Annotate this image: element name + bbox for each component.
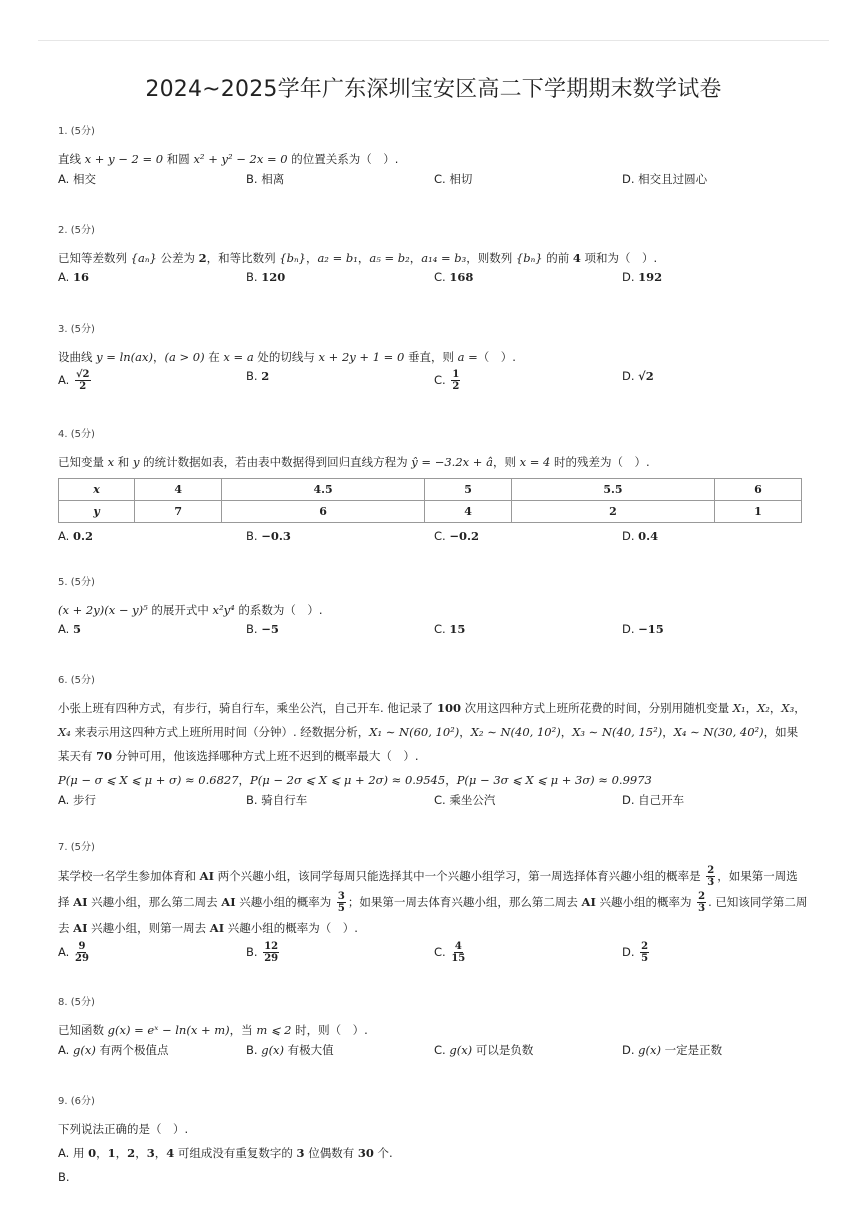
math-number: AI <box>199 869 214 883</box>
text-span: C. <box>434 622 450 636</box>
math-number: −0.3 <box>261 529 291 543</box>
text-span: 直线 <box>58 152 85 166</box>
option-d <box>622 369 654 383</box>
options-row <box>58 792 809 814</box>
math-expression: x = 4 <box>519 455 551 469</box>
math-number: AI <box>221 895 236 909</box>
text-span: D. <box>622 1043 639 1057</box>
option-c <box>434 529 479 543</box>
math-expression: {bₙ} <box>279 251 306 265</box>
option-a <box>58 941 91 964</box>
math-expression: x <box>107 455 115 469</box>
math-expression: X₄ ∼ N(30, 40²) <box>673 725 764 739</box>
text-span: 可以是负数 <box>472 1043 534 1057</box>
option-d <box>622 1042 722 1058</box>
text-span: 垂直，则 <box>404 350 458 364</box>
math-number: 192 <box>638 270 663 284</box>
question-7 <box>58 838 809 969</box>
question-stem <box>58 246 809 270</box>
question-header: 4. (5分) <box>58 429 95 440</box>
text-span: ；如果第一周去体育兴趣小组，那么第二周去 <box>347 895 582 909</box>
text-span: 的位置关系为（ ）. <box>287 152 399 166</box>
option-d <box>622 270 662 284</box>
option-b <box>246 529 291 543</box>
numerator: √2 <box>75 369 90 380</box>
option-a <box>58 792 96 808</box>
math-number: 4 <box>166 1146 175 1160</box>
question-9 <box>58 1092 809 1189</box>
option-d <box>622 941 651 964</box>
text-span: 小张上班有四种方式，有步行，骑自行车，乘坐公汽，自己开车. 他记录了 <box>58 701 437 715</box>
text-span: 下列说法正确的是（ ）. <box>58 1122 189 1136</box>
table-cell: 4 <box>424 501 511 523</box>
math-expression: g(x) <box>72 1043 96 1057</box>
table-cell: 4 <box>135 479 222 501</box>
option-d <box>622 529 658 543</box>
question-header: 1. (5分) <box>58 126 95 137</box>
text-span: ， <box>96 1146 108 1160</box>
text-span: B. <box>246 270 262 284</box>
math-number: 120 <box>261 270 286 284</box>
text-span: 两个兴趣小组，该同学每周只能选择其中一个兴趣小组学习，第一周选择体育兴趣小组的概率是 <box>213 869 705 883</box>
math-expression: g(x) <box>638 1043 661 1057</box>
option-b <box>246 270 285 284</box>
numerator: 3 <box>337 891 345 902</box>
math-expression: g(x) <box>261 1043 285 1057</box>
table-row <box>59 501 802 523</box>
options-row <box>58 369 809 391</box>
text-span: . 已知该同学第二周去 <box>58 895 808 935</box>
math-number: 2 <box>261 369 270 383</box>
fraction <box>697 891 706 914</box>
math-expression: X₁ ∼ N(60, 10²) <box>369 725 460 739</box>
statistics-table <box>58 478 802 523</box>
question-stem <box>58 450 809 474</box>
denominator: 3 <box>707 877 715 888</box>
text-span: A. 步行 <box>58 793 96 807</box>
table-cell: 4.5 <box>222 479 425 501</box>
math-expression: x + 2y + 1 = 0 <box>318 350 405 364</box>
text-span: ，和等比数列 <box>206 251 280 265</box>
text-span: C. <box>434 1043 450 1057</box>
table-row-header: y <box>59 501 135 523</box>
header-divider <box>38 40 829 41</box>
question-8 <box>58 993 809 1064</box>
question-header: 6. (5分) <box>58 675 95 686</box>
text-span: 兴趣小组的概率为（ ）. <box>224 921 358 935</box>
text-span: D. <box>622 369 639 383</box>
option-a <box>58 529 93 543</box>
option-b <box>246 1042 334 1058</box>
option-b <box>246 171 284 187</box>
math-expression: {bₙ} <box>515 251 543 265</box>
math-number: 5 <box>72 622 81 636</box>
options-row <box>58 171 809 193</box>
fraction <box>451 369 460 392</box>
math-number: 2 <box>127 1146 136 1160</box>
text-span: 位偶数有 <box>304 1146 358 1160</box>
math-number: −5 <box>261 622 279 636</box>
text-span: 分钟可用，他该选择哪种方式上班不迟到的概率最大（ ）. <box>112 749 419 763</box>
text-span: ，当 <box>229 1023 257 1037</box>
math-number: 100 <box>436 701 461 715</box>
denominator: 5 <box>337 903 345 914</box>
text-span: D. <box>622 622 639 636</box>
math-number: 2 <box>198 251 207 265</box>
text-span: 公差为 <box>156 251 199 265</box>
text-span: B. 相离 <box>246 172 285 186</box>
denominator: 2 <box>452 381 460 392</box>
question-stem <box>58 696 809 792</box>
math-expression: X₄ <box>58 725 71 739</box>
text-span: D. <box>622 945 639 959</box>
text-span: 的统计数据如表，若由表中数据得到回归直线方程为 <box>139 455 412 469</box>
text-span: 已知等差数列 <box>58 251 131 265</box>
math-expression: X₂ ∼ N(40, 10²) <box>470 725 561 739</box>
option-a <box>58 1042 168 1058</box>
numerator: 2 <box>698 891 706 902</box>
math-expression: X₃ <box>781 701 795 715</box>
table-cell: 1 <box>714 501 801 523</box>
text-span: 兴趣小组的概率为 <box>595 895 696 909</box>
math-expression: P(μ − 2σ ⩽ X ⩽ μ + 2σ) ≈ 0.9545 <box>250 773 446 787</box>
math-number: AI <box>581 895 596 909</box>
text-span: ， <box>135 1146 147 1160</box>
question-stem <box>58 1018 809 1042</box>
denominator: 5 <box>641 953 649 964</box>
math-expression: a₂ = b₁ <box>317 251 358 265</box>
math-expression: X₂ <box>757 701 770 715</box>
text-span: 时的残差为（ ）. <box>550 455 650 469</box>
option-c <box>434 941 467 964</box>
math-number: 0.4 <box>638 529 659 543</box>
text-span: 可组成没有重复数字的 <box>174 1146 297 1160</box>
table-row <box>59 479 802 501</box>
math-expression: y = ln(ax) <box>96 350 153 364</box>
text-span: 在 <box>204 350 224 364</box>
text-span: 设曲线 <box>58 350 97 364</box>
option-d <box>622 622 664 636</box>
text-span: 有两个极值点 <box>95 1043 169 1057</box>
fraction <box>263 941 279 964</box>
question-stem <box>58 147 809 171</box>
math-expression: a₁₄ = b₃ <box>421 251 467 265</box>
text-span: ， <box>445 773 457 787</box>
text-span: 已知函数 <box>58 1023 108 1037</box>
text-span: ， <box>662 725 674 739</box>
text-span: 某学校一名学生参加体育和 <box>58 869 200 883</box>
math-number: 168 <box>449 270 474 284</box>
fraction <box>75 369 91 392</box>
text-span: 和圆 <box>163 152 194 166</box>
text-span: 一定是正数 <box>661 1043 723 1057</box>
numerator: 2 <box>707 865 715 876</box>
text-span: 有极大值 <box>284 1043 334 1057</box>
question-stem <box>58 863 809 941</box>
text-span: D. <box>622 529 639 543</box>
question-5 <box>58 573 809 644</box>
math-expression: g(x) <box>449 1043 473 1057</box>
text-span: ，如果第一周选择 <box>58 869 798 909</box>
math-expression: P(μ − 3σ ⩽ X ⩽ μ + 3σ) ≈ 0.9973 <box>456 773 652 787</box>
math-expression: x² + y² − 2x = 0 <box>193 152 288 166</box>
text-span: B. <box>58 1170 70 1184</box>
math-expression: P(μ − σ ⩽ X ⩽ μ + σ) ≈ 0.6827 <box>58 773 239 787</box>
math-number: AI <box>73 921 88 935</box>
statement-line <box>58 1141 809 1165</box>
math-expression: (x + 2y)(x − y)⁵ <box>58 603 148 617</box>
math-number: AI <box>209 921 225 935</box>
math-expression: (a > 0) <box>164 350 205 364</box>
numerator: 9 <box>78 941 86 952</box>
math-number: −0.2 <box>449 529 479 543</box>
text-span: 的展开式中 <box>147 603 213 617</box>
question-header: 8. (5分) <box>58 997 95 1008</box>
question-2 <box>58 221 809 292</box>
fraction <box>451 941 465 964</box>
text-span: D. 自己开车 <box>622 793 685 807</box>
text-span: C. 乘坐公汽 <box>434 793 496 807</box>
option-c <box>434 622 465 636</box>
option-b <box>246 941 281 964</box>
math-number: 70 <box>96 749 113 763</box>
text-span: 来表示用这四种方式上班所用时间（分钟）. 经数据分析， <box>70 725 370 739</box>
question-1 <box>58 122 809 193</box>
text-span: D. 相交且过圆心 <box>622 172 708 186</box>
text-span: ，则数列 <box>466 251 516 265</box>
option-b <box>246 792 307 808</box>
denominator: 29 <box>74 953 89 964</box>
math-number: 30 <box>357 1146 374 1160</box>
text-span: C. <box>434 529 450 543</box>
text-span: 兴趣小组，那么第二周去 <box>87 895 222 909</box>
text-span: 的系数为（ ）. <box>234 603 323 617</box>
table-cell: 6 <box>714 479 801 501</box>
text-span: C. <box>434 270 450 284</box>
text-span: 兴趣小组，则第一周去 <box>87 921 210 935</box>
question-3 <box>58 320 809 391</box>
text-span: 时，则（ ）. <box>291 1023 368 1037</box>
option-d <box>622 171 707 187</box>
option-d <box>622 792 684 808</box>
question-stem <box>58 598 809 622</box>
table-cell: 6 <box>222 501 425 523</box>
text-span: A. <box>58 945 73 959</box>
text-span: ， <box>305 251 318 265</box>
text-span: 的前 <box>542 251 573 265</box>
table-cell: 5 <box>424 479 511 501</box>
denominator: 15 <box>451 953 466 964</box>
text-span: C. <box>434 373 450 387</box>
text-span: A. <box>58 1043 73 1057</box>
text-span: 个. <box>373 1146 393 1160</box>
math-number: AI <box>73 895 88 909</box>
math-expression: g(x) = eˣ − ln(x + m) <box>107 1023 230 1037</box>
text-span: A. <box>58 373 73 387</box>
page-title: 2024~2025学年广东深圳宝安区高二下学期期末数学试卷 <box>145 77 722 102</box>
text-span: 处的切线与 <box>253 350 319 364</box>
text-span: A. <box>58 270 73 284</box>
options-row <box>58 529 809 551</box>
text-span: ， <box>238 773 251 787</box>
text-span: C. 相切 <box>434 172 473 186</box>
math-expression: x = a <box>223 350 254 364</box>
math-number: 0 <box>88 1146 97 1160</box>
math-number: √2 <box>638 369 654 383</box>
math-expression: X₃ ∼ N(40, 15²) <box>572 725 663 739</box>
question-header: 2. (5分) <box>58 225 95 236</box>
text-span: 项和为（ ）. <box>580 251 658 265</box>
math-number: 3 <box>296 1146 305 1160</box>
text-span: ， <box>459 725 471 739</box>
option-c <box>434 1042 533 1058</box>
text-span: 已知变量 <box>58 455 108 469</box>
table-cell: 5.5 <box>512 479 715 501</box>
text-span: ， <box>769 701 782 715</box>
text-span: 和 <box>114 455 133 469</box>
option-b <box>246 369 269 383</box>
option-c <box>434 270 473 284</box>
question-6 <box>58 671 809 814</box>
math-number: 1 <box>107 1146 116 1160</box>
math-expression: y <box>132 455 140 469</box>
text-span: 兴趣小组的概率为 <box>235 895 335 909</box>
text-span: ，则 <box>492 455 520 469</box>
numerator: 2 <box>641 941 649 952</box>
denominator: 3 <box>698 903 706 914</box>
text-span: ， <box>409 251 422 265</box>
text-span: B. <box>246 945 262 959</box>
statement-line <box>58 1165 809 1189</box>
math-number: 3 <box>146 1146 155 1160</box>
math-expression: x + y − 2 = 0 <box>84 152 164 166</box>
option-b <box>246 622 279 636</box>
numerator: 4 <box>454 941 462 952</box>
question-header: 7. (5分) <box>58 842 95 853</box>
options-row <box>58 270 809 292</box>
text-span: A. 用 <box>58 1146 89 1160</box>
text-span: B. <box>246 529 262 543</box>
text-span: ， <box>794 701 806 715</box>
fraction <box>706 865 715 888</box>
math-number: 15 <box>449 622 466 636</box>
text-span: B. <box>246 1043 262 1057</box>
text-span: （ ）. <box>477 350 516 364</box>
denominator: 29 <box>264 953 279 964</box>
fraction <box>337 891 346 914</box>
option-a <box>58 171 96 187</box>
options-row <box>58 941 809 969</box>
text-span: ， <box>560 725 573 739</box>
text-span: ， <box>153 350 165 364</box>
question-header: 5. (5分) <box>58 577 95 588</box>
math-expression: ŷ = −3.2x + â <box>411 455 493 469</box>
text-span: D. <box>622 270 639 284</box>
option-a <box>58 622 81 636</box>
statement-list <box>58 1141 809 1189</box>
math-number: 16 <box>72 270 89 284</box>
denominator: 2 <box>79 381 87 392</box>
text-span: C. <box>434 945 450 959</box>
question-stem <box>58 345 809 369</box>
option-c <box>434 369 462 392</box>
question-stem <box>58 1117 809 1141</box>
text-span: A. <box>58 622 73 636</box>
text-span: ，如果某天有 <box>58 725 799 763</box>
table-cell: 7 <box>135 501 222 523</box>
question-4 <box>58 425 809 551</box>
math-expression: x²y⁴ <box>212 603 235 617</box>
text-span: A. 相交 <box>58 172 96 186</box>
fraction <box>640 941 649 964</box>
text-span: ， <box>154 1146 167 1160</box>
fraction <box>75 941 89 964</box>
math-number: 4 <box>572 251 581 265</box>
math-expression: m ⩽ 2 <box>256 1023 292 1037</box>
numerator: 1 <box>452 369 460 380</box>
option-a <box>58 270 89 284</box>
option-c <box>434 171 472 187</box>
math-expression: a₅ = b₂ <box>369 251 410 265</box>
math-expression: {aₙ} <box>130 251 157 265</box>
table-cell: 2 <box>512 501 715 523</box>
option-c <box>434 792 495 808</box>
text-span: 次用这四种方式上班所花费的时间，分别用随机变量 <box>460 701 733 715</box>
option-a <box>58 369 93 392</box>
options-row <box>58 622 809 644</box>
text-span: B. <box>246 369 262 383</box>
question-header: 9. (6分) <box>58 1096 95 1107</box>
table-row-header: x <box>59 479 135 501</box>
text-span: ， <box>357 251 370 265</box>
numerator: 12 <box>264 941 279 952</box>
math-number: 0.2 <box>72 529 93 543</box>
text-span: ， <box>745 701 758 715</box>
text-span: ， <box>115 1146 128 1160</box>
text-span: A. <box>58 529 73 543</box>
text-span: B. 骑自行车 <box>246 793 308 807</box>
math-expression: X₁ <box>732 701 746 715</box>
math-expression: a = <box>457 350 478 364</box>
options-row <box>58 1042 809 1064</box>
math-number: −15 <box>638 622 664 636</box>
text-span: B. <box>246 622 262 636</box>
question-header: 3. (5分) <box>58 324 95 335</box>
